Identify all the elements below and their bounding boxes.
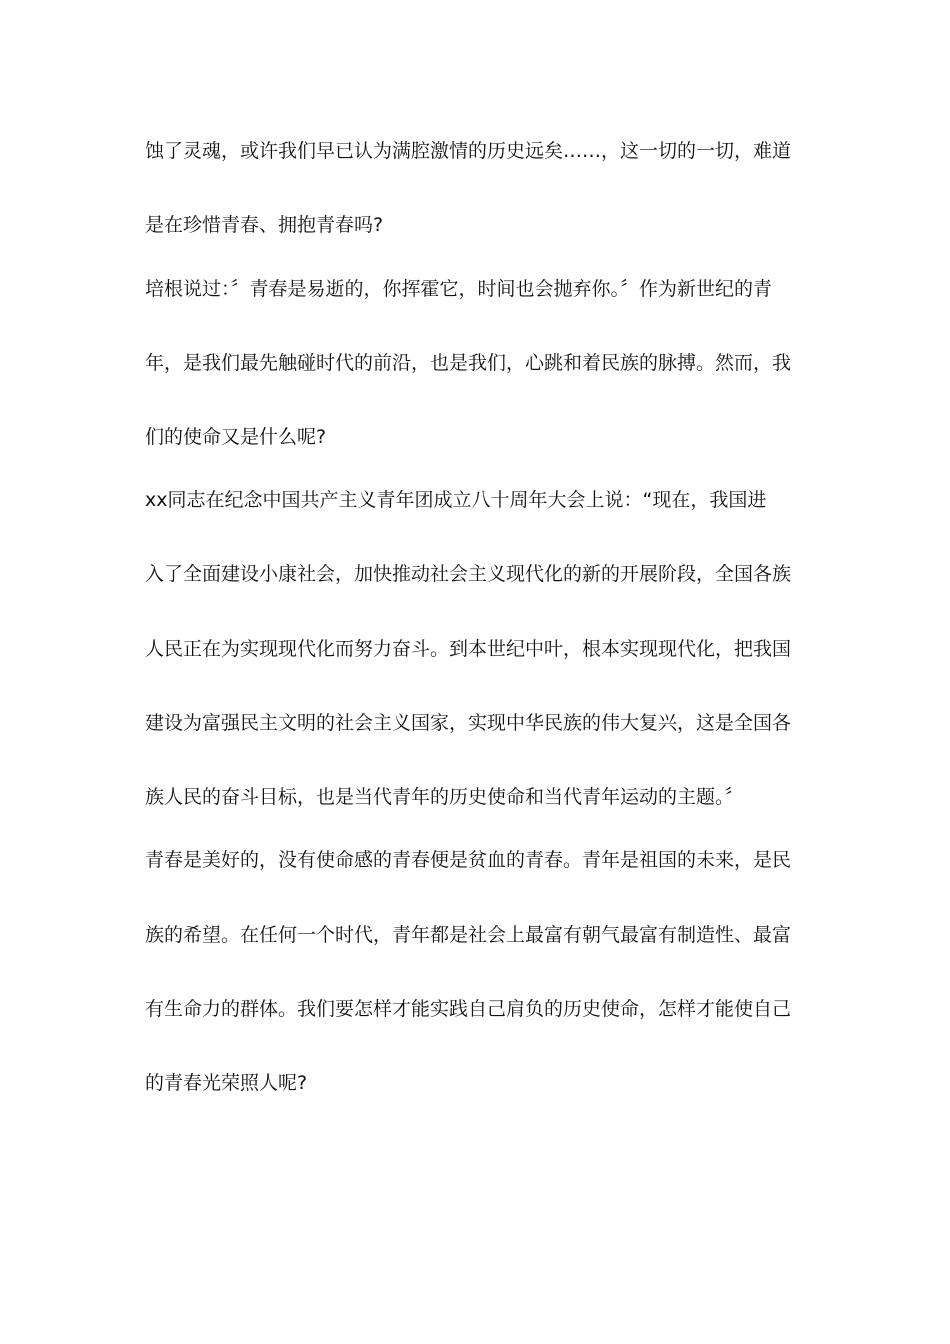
paragraph-3-line-2: 入了全面建设小康社会，加快推动社会主义现代化的新的开展阶段，全国各族 (145, 563, 792, 585)
paragraph-3-line-5: 族人民的奋斗目标，也是当代青年的历史使命和当代青年运动的主题。〞 (145, 786, 744, 808)
paragraph-1-line-2: 是在珍惜青春、拥抱青春吗? (145, 214, 384, 236)
paragraph-1-line-1: 蚀了灵魂，或许我们早已认为满腔激情的历史远矣……，这一切的一切，难道 (145, 140, 792, 162)
paragraph-4-line-1: 青春是美好的，没有使命感的青春便是贫血的青春。青年是祖国的未来，是民 (145, 849, 792, 871)
paragraph-2-line-1: 培根说过：〞青春是易逝的，你挥霍它，时间也会抛弃你。〞作为新世纪的青 (145, 278, 773, 300)
paragraph-2-line-2: 年，是我们最先触碰时代的前沿，也是我们，心跳和着民族的脉搏。然而，我 (145, 352, 792, 374)
paragraph-4-line-2: 族的希望。在任何一个时代，青年都是社会上最富有朝气最富有制造性、最富 (145, 924, 792, 946)
paragraph-4-line-4: 的青春光荣照人呢? (145, 1072, 308, 1094)
paragraph-3-line-4: 建设为富强民主文明的社会主义国家，实现中华民族的伟大复兴，这是全国各 (145, 712, 792, 734)
paragraph-4-line-3: 有生命力的群体。我们要怎样才能实践自己肩负的历史使命，怎样才能使自己 (145, 998, 792, 1020)
paragraph-3-line-1: xx同志在纪念中国共产主义青年团成立八十周年大会上说：“现在，我国进 (145, 489, 767, 511)
paragraph-2-line-3: 们的使命又是什么呢? (145, 426, 327, 448)
paragraph-3-line-3: 人民正在为实现现代化而努力奋斗。到本世纪中叶，根本实现现代化，把我国 (145, 638, 792, 660)
